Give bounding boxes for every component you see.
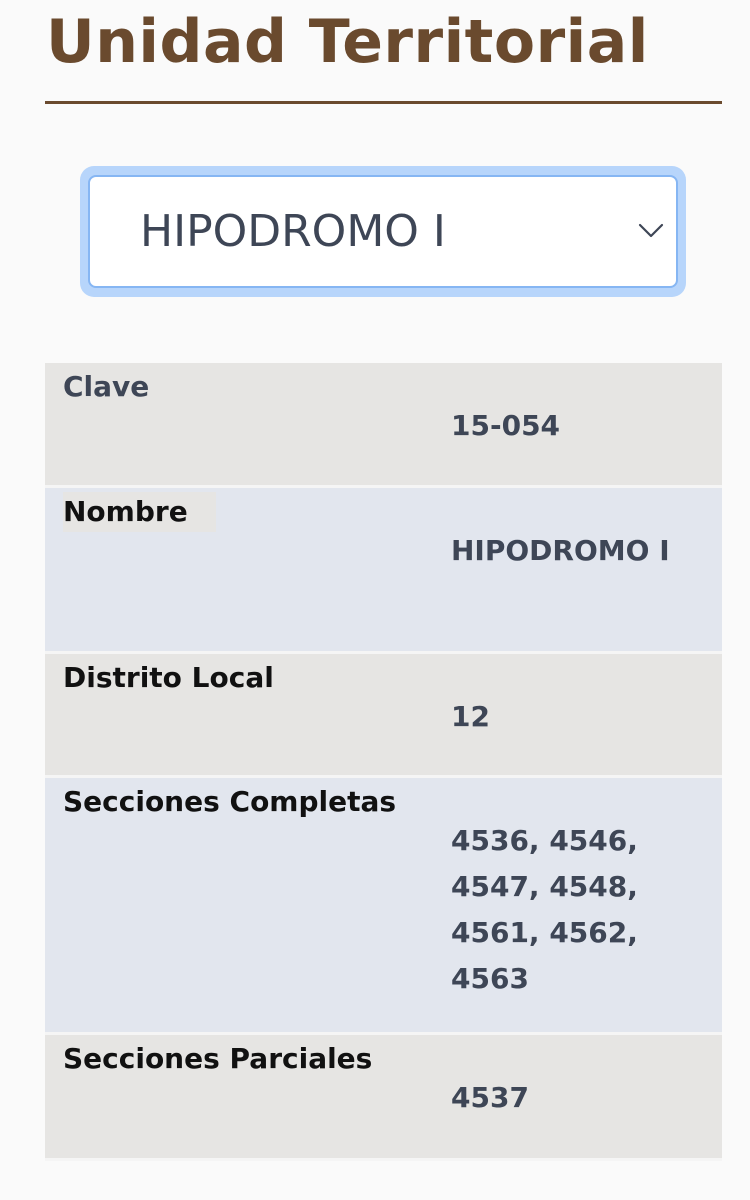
- parciales-value: 4537: [451, 1081, 529, 1114]
- completas-label: Secciones Completas: [63, 785, 397, 818]
- clave-label: Clave: [63, 370, 150, 403]
- row-secciones-parciales: [45, 1035, 722, 1161]
- chevron-down-icon: [636, 215, 666, 245]
- nombre-value: HIPODROMO I: [451, 534, 670, 567]
- nombre-label: Nombre: [63, 492, 216, 532]
- unit-details-table: [45, 363, 722, 1161]
- distrito-label: Distrito Local: [63, 661, 274, 694]
- distrito-value: 12: [451, 700, 490, 733]
- row-distrito-local: [45, 654, 722, 778]
- row-secciones-completas: [45, 778, 722, 1035]
- unit-select-value: HIPODROMO I: [140, 206, 446, 257]
- title-divider: [45, 101, 722, 104]
- unit-select[interactable]: [88, 175, 678, 288]
- page-title: Unidad Territorial: [46, 7, 649, 77]
- completas-value: 4536, 4546, 4547, 4548, 4561, 4562, 4563: [451, 824, 638, 995]
- row-nombre: [45, 488, 722, 654]
- unit-select-focus-ring: [80, 166, 686, 297]
- row-clave: [45, 363, 722, 488]
- parciales-label: Secciones Parciales: [63, 1042, 373, 1075]
- clave-value: 15-054: [451, 409, 561, 442]
